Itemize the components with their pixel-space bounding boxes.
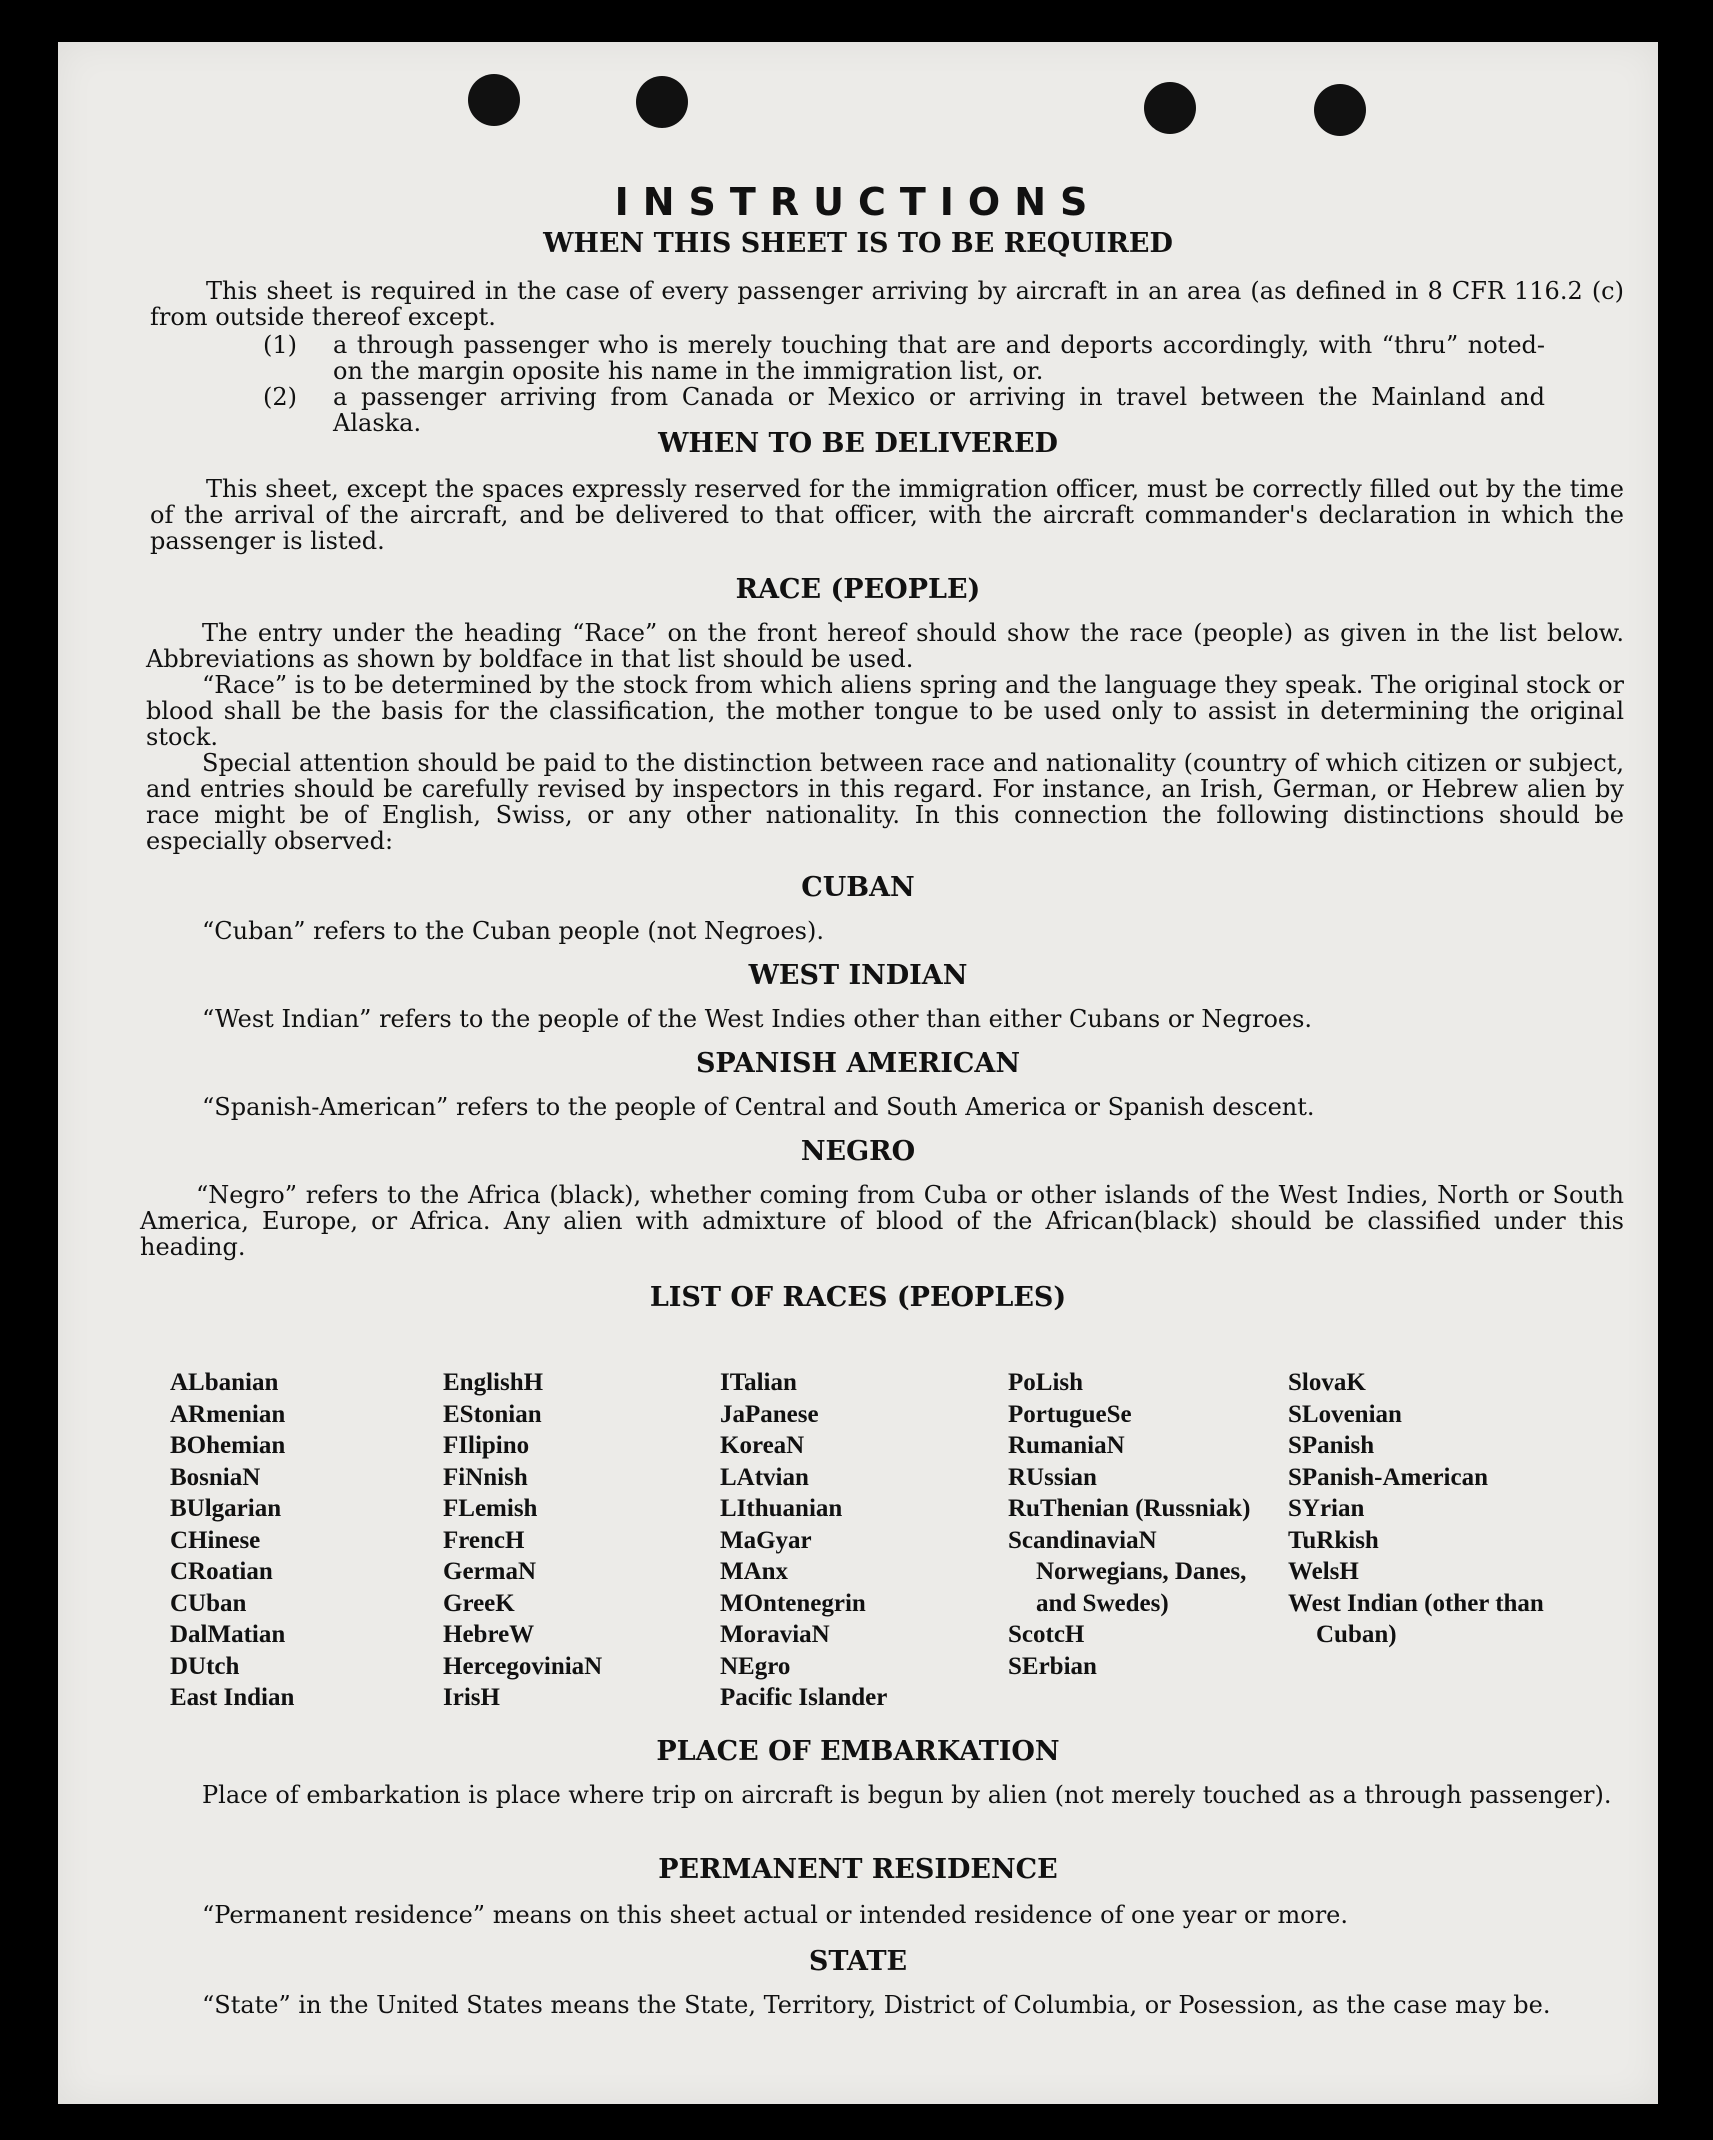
race-item: MoraviaN <box>720 1621 830 1648</box>
race-item: East Indian <box>170 1684 295 1711</box>
race-item: GreeK <box>443 1589 515 1617</box>
race-item: SlovaK <box>1288 1369 1366 1396</box>
heading-when-required: WHEN THIS SHEET IS TO BE REQUIRED <box>543 228 1173 259</box>
exception-item-1 <box>263 331 1623 385</box>
race-list-column-4 <box>1008 1367 1258 1682</box>
race-item: KoreaN <box>720 1432 805 1459</box>
race-paragraph-3: Special attention should be paid to the distinction between race and nationality (country of which citizen or subject, and entries should be carefully revised by inspectors in this regard. For instance, an Irish, German, or Hebrew alien by race might be of English, Swiss, or any other nationality. In this connection the following distinctions should be especially observed: <box>146 749 1624 855</box>
race-paragraph-2: “Race” is to be determined by the stock from which aliens spring and the language they speak. The original stock or blood shall be the basis for the classification, the mother tongue to be used only to assist in determining the original stock. <box>146 671 1624 751</box>
race-item: FrencH <box>443 1526 525 1554</box>
race-item: GermaN <box>443 1558 537 1585</box>
race-item: WelsH <box>1288 1558 1359 1585</box>
race-item: TuRkish <box>1288 1526 1379 1554</box>
cuban-text: “Cuban” refers to the Cuban people (not Negroes). <box>202 917 824 945</box>
race-item: CUban <box>170 1589 247 1617</box>
heading-place-of-embarkation: PLACE OF EMBARKATION <box>656 1736 1060 1767</box>
race-item: SLovenian <box>1288 1400 1402 1428</box>
exception-number: (1) <box>263 331 297 359</box>
race-item: ARmenian <box>170 1400 286 1428</box>
race-item: CHinese <box>170 1526 261 1554</box>
heading-list-of-races: LIST OF RACES (PEOPLES) <box>649 1282 1067 1313</box>
race-item: RUssian <box>1008 1463 1097 1491</box>
race-item: RumaniaN <box>1008 1432 1125 1459</box>
race-item: FiNnish <box>443 1463 528 1491</box>
race-item: IrisH <box>443 1684 500 1711</box>
race-list-column-5 <box>1288 1367 1558 1651</box>
race-item: EStonian <box>443 1400 542 1428</box>
race-item: CRoatian <box>170 1558 273 1585</box>
race-item: MAnx <box>720 1558 789 1585</box>
race-list-column-3 <box>720 1367 887 1714</box>
race-item: West Indian (other than Cuban) <box>1288 1589 1544 1648</box>
race-item: DUtch <box>170 1652 240 1680</box>
heading-cuban: CUBAN <box>801 872 915 903</box>
heading-state: STATE <box>808 1946 908 1977</box>
race-item: MOntenegrin <box>720 1589 866 1617</box>
heading-spanish-american: SPANISH AMERICAN <box>695 1048 1021 1079</box>
race-item: ALbanian <box>170 1369 279 1396</box>
race-item: DalMatian <box>170 1621 286 1648</box>
race-item: ScotcH <box>1008 1621 1085 1648</box>
race-item: EnglishH <box>443 1369 544 1396</box>
heading-when-delivered: WHEN TO BE DELIVERED <box>658 428 1058 459</box>
race-item: BosniaN <box>170 1463 261 1491</box>
race-item: JaPanese <box>720 1400 819 1428</box>
exception-text: a passenger arriving from Canada or Mexico or arriving in travel between the Mainland and Alaska. <box>333 383 1545 437</box>
race-item: BUlgarian <box>170 1495 282 1522</box>
race-item: SPanish-American <box>1288 1463 1488 1491</box>
required-intro: This sheet is required in the case of every passenger arriving by aircraft in an area (as defined in 8 CFR 116.2 (c) from outside thereof except. <box>150 277 1624 331</box>
race-item: NEgro <box>720 1652 791 1680</box>
race-item: Pacific Islander <box>720 1684 888 1711</box>
instructions-content <box>58 42 1658 2104</box>
race-item: SErbian <box>1008 1652 1097 1680</box>
exception-number: (2) <box>263 383 297 411</box>
race-item: FIlipino <box>443 1432 530 1459</box>
race-list-column-1 <box>170 1367 294 1714</box>
race-item: LIthuanian <box>720 1495 843 1522</box>
race-item: SYrian <box>1288 1495 1365 1522</box>
race-item: ITalian <box>720 1369 797 1396</box>
document-page <box>58 42 1658 2104</box>
negro-text: “Negro” refers to the Africa (black), whether coming from Cuba or other islands of the West Indies, North or South America, Europe, or Africa. Any alien with admixture of blood of the African(black) should be classified under this heading. <box>140 1181 1624 1261</box>
race-item: BOhemian <box>170 1432 286 1459</box>
west-indian-text: “West Indian” refers to the people of the West Indies other than either Cubans or Negroes. <box>202 1005 1313 1033</box>
race-item: PortugueSe <box>1008 1400 1132 1428</box>
race-item: MaGyar <box>720 1526 812 1554</box>
race-item: LAtvian <box>720 1463 809 1491</box>
heading-negro: NEGRO <box>800 1136 916 1167</box>
race-item: HebreW <box>443 1621 535 1648</box>
heading-race: RACE (PEOPLE) <box>735 574 981 605</box>
exception-text: a through passenger who is merely touching that are and deports accordingly, with “thru” noted-on the margin oposite his name in the immigration list, or. <box>333 331 1545 385</box>
race-item: HercegoviniaN <box>443 1652 603 1680</box>
residence-text: “Permanent residence” means on this sheet actual or intended residence of one year or more. <box>202 1901 1348 1929</box>
race-paragraph-1: The entry under the heading “Race” on the front hereof should show the race (people) as given in the list below. Abbreviations as shown by boldface in that list should be used. <box>146 619 1624 673</box>
race-list-column-2 <box>443 1367 602 1714</box>
delivered-text: This sheet, except the spaces expressly reserved for the immigration officer, must be correctly filled out by the time of the arrival of the aircraft, and be delivered to that officer, with the aircraft commander's declaration in which the passenger is listed. <box>150 475 1624 555</box>
exception-item-2 <box>263 383 1623 437</box>
heading-permanent-residence: PERMANENT RESIDENCE <box>658 1854 1058 1885</box>
embarkation-text: Place of embarkation is place where trip on aircraft is begun by alien (not merely touched as a through passenger). <box>202 1781 1612 1809</box>
page-title: INSTRUCTIONS <box>614 180 1102 224</box>
race-item: FLemish <box>443 1495 538 1522</box>
state-text: “State” in the United States means the State, Territory, District of Columbia, or Posession, as the case may be. <box>202 1991 1551 2019</box>
race-item: RuThenian (Russniak) <box>1008 1495 1251 1522</box>
race-item: ScandinaviaN Norwegians, Danes, and Swedes) <box>1008 1526 1247 1617</box>
spanish-american-text: “Spanish-American” refers to the people of Central and South America or Spanish descent. <box>202 1093 1315 1121</box>
race-item: PoLish <box>1008 1369 1084 1396</box>
race-item: SPanish <box>1288 1432 1375 1459</box>
heading-west-indian: WEST INDIAN <box>748 960 968 991</box>
